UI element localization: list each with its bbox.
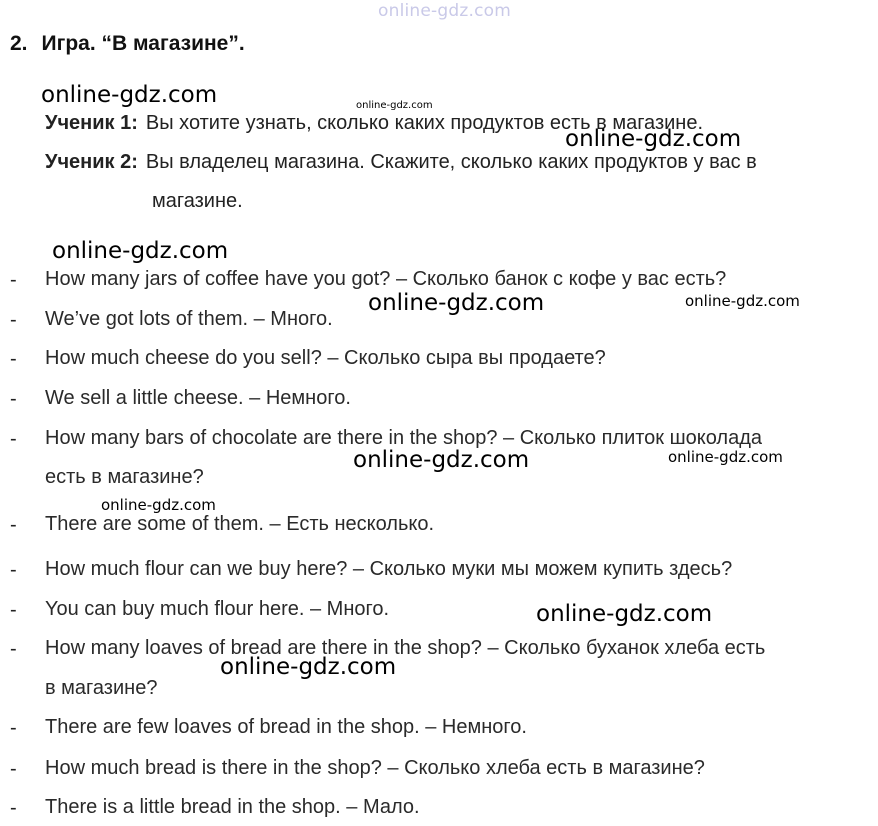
dialogue-line-cont: есть в магазине?: [45, 466, 204, 488]
exercise-title: Игра. “В магазине”.: [41, 32, 245, 55]
dialogue-line: How much flour can we buy here? – Сколько муки мы можем купить здесь?: [45, 558, 733, 580]
watermark: online-gdz.com: [52, 238, 229, 264]
watermark: online-gdz.com: [220, 654, 397, 680]
line-dash: -: [10, 797, 17, 819]
dialogue-line: How many bars of chocolate are there in the shop? – Сколько плиток шоколада: [45, 427, 763, 449]
line-dash: -: [10, 269, 17, 291]
dialogue-line: How much bread is there in the shop? – Сколько хлеба есть в магазине?: [45, 757, 705, 779]
dialogue-line: How many loaves of bread are there in the shop? – Сколько буханок хлеба есть: [45, 637, 766, 659]
exercise-number: 2.: [10, 32, 28, 55]
watermark: online-gdz.com: [368, 290, 545, 316]
dialogue-line: How much cheese do you sell? – Сколько сыра вы продаете?: [45, 347, 606, 369]
dialogue-line: How many jars of coffee have you got? – Сколько банок с кофе у вас есть?: [45, 268, 727, 290]
watermark: online-gdz.com: [668, 448, 783, 466]
student-1-text: Вы хотите узнать, сколько каких продуктов есть в магазине.: [145, 112, 704, 134]
dialogue-line-cont: в магазине?: [45, 677, 158, 699]
line-dash: -: [10, 717, 17, 739]
watermark: online-gdz.com: [356, 100, 433, 111]
line-dash: -: [10, 514, 17, 536]
dialogue-line: We’ve got lots of them. – Много.: [45, 308, 333, 330]
dialogue-line: There are some of them. – Есть несколько.: [45, 513, 435, 535]
watermark: online-gdz.com: [685, 292, 800, 310]
watermark: online-gdz.com: [353, 447, 530, 473]
line-dash: -: [10, 638, 17, 660]
dialogue-line: There are few loaves of bread in the shop. – Немного.: [45, 716, 527, 738]
exercise-heading: [10, 32, 245, 56]
watermark: online-gdz.com: [101, 496, 216, 514]
line-dash: -: [10, 599, 17, 621]
student-1-label: Ученик 1:: [45, 112, 138, 134]
dialogue-line: There is a little bread in the shop. – Мало.: [45, 796, 420, 818]
line-dash: -: [10, 309, 17, 331]
watermark: online-gdz.com: [536, 601, 713, 627]
student-2-text-cont: магазине.: [152, 190, 243, 212]
line-dash: -: [10, 559, 17, 581]
line-dash: -: [10, 428, 17, 450]
student-2-label: Ученик 2:: [45, 151, 138, 173]
watermark: online-gdz.com: [41, 82, 218, 108]
line-dash: -: [10, 348, 17, 370]
top-watermark: online-gdz.com: [378, 1, 512, 21]
line-dash: -: [10, 388, 17, 410]
student-2-text: Вы владелец магазина. Скажите, сколько каких продуктов у вас в: [145, 151, 757, 173]
dialogue-line: We sell a little cheese. – Немного.: [45, 387, 351, 409]
student-2-task: [45, 151, 757, 174]
dialogue-line: You can buy much flour here. – Много.: [45, 598, 390, 620]
line-dash: -: [10, 758, 17, 780]
watermark: online-gdz.com: [565, 126, 742, 152]
